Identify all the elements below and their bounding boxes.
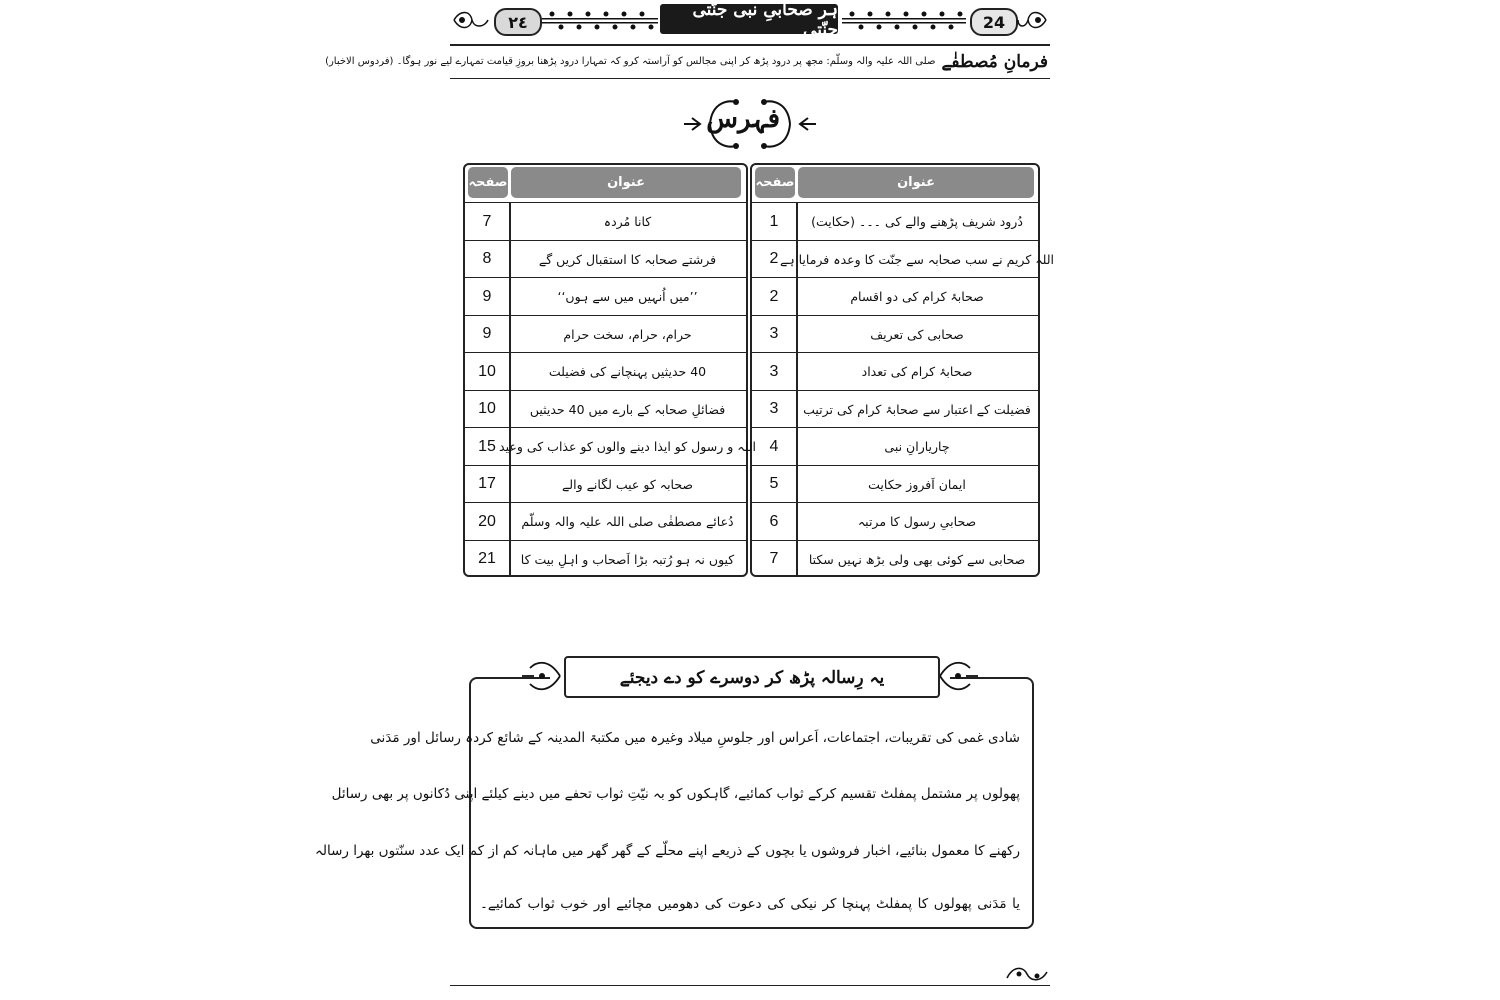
hadith-text: صلی اللہ عليہ والہ وسلّم: مجھ پر درود پڑھ کر اپنی مجالس کو آراستہ کرو کہ تمہارا درود پڑھنا بروزِ قیامت تمہارے لیے نور ہوگا۔ (فردوس الاخبار) <box>325 55 936 67</box>
table-row <box>465 502 746 540</box>
row-page: 8 <box>482 250 492 267</box>
row-page: 9 <box>482 325 492 342</box>
row-title: اللہ کریم نے سب صحابہ سے جنّت کا وعدہ فرمایا ہے <box>780 251 1054 267</box>
table-row <box>465 540 746 578</box>
row-page: 21 <box>478 550 496 567</box>
row-title: حرام، حرام، سخت حرام <box>563 326 692 342</box>
header-rule <box>450 44 1050 46</box>
header-ornament-right-end <box>1016 8 1050 32</box>
row-title: صحابی کی تعریف <box>870 326 964 342</box>
notice-title: یہ رِسالہ پڑھ کر دوسرے کو دے دیجئے <box>564 656 940 698</box>
row-page: 10 <box>478 362 496 380</box>
header-ornament-right <box>842 8 966 32</box>
page-header <box>450 0 1050 42</box>
table-row <box>465 465 746 503</box>
row-title: دُعائے مصطفٰی صلی اللہ علیہ والہ وسلّم <box>521 514 734 529</box>
column-header-page: صفحہ <box>755 167 795 198</box>
row-page: 1 <box>769 212 779 230</box>
hadith-lead: فرمانِ مُصطفٰے <box>941 51 1048 72</box>
table-row <box>752 502 1038 540</box>
table-row <box>752 277 1038 315</box>
index-title: فہرس <box>706 104 780 134</box>
page-number-badge: 24 <box>970 8 1018 36</box>
table-row <box>752 390 1038 428</box>
table-row <box>752 427 1038 465</box>
header-ornament-left <box>542 8 658 32</box>
row-title: صحابیِ رسول کا مرتبہ <box>857 514 977 529</box>
table-row <box>752 202 1038 240</box>
table-row <box>465 352 746 390</box>
index-table-right <box>750 163 1054 577</box>
row-title: فضیلت کے اعتبار سے صحابۂ کرام کی ترتیب <box>803 401 1031 417</box>
row-title: صحابی سے کوئی بھی ولی بڑھ نہیں سکتا <box>808 551 1026 567</box>
notice-line: یا مَدَنی پھولوں کا پمفلٹ پہنچا کر نیکی کی دعوت کی دھومیں مچائیے اور خوب ثواب کمائیے۔ <box>480 896 1020 912</box>
row-title: اللہ و رسول کو ایذا دینے والوں کو عذاب کی وعید <box>499 439 756 454</box>
row-page: 7 <box>769 550 779 567</box>
header-ornament-left-end <box>450 8 492 32</box>
notice-line: رکھنے کا معمول بنائیے، اخبار فروشوں یا بچوں کے ذریعے اپنے محلّے کے گھر گھر میں ماہانہ کم از کم ایک عدد سنّتوں بھرا رسالہ <box>314 843 1020 859</box>
table-row <box>465 277 746 315</box>
row-page: 15 <box>478 437 496 455</box>
notice-line: شادی غمی کی تقریبات، اجتماعات، اَعراس اور جلوسِ میلاد وغیرہ میں مکتبۃ المدینہ کے شائع کردہ رسائل اور مَدَنی <box>370 730 1020 746</box>
column-header-title: عنوان <box>511 167 741 198</box>
notice-line: پھولوں پر مشتمل پمفلٹ تقسیم کرکے ثواب کمائیے، گاہکوں کو بہ نیّتِ ثواب تحفے میں دینے کیلئے اپنی دُکانوں پر بھی رسائل <box>331 786 1020 802</box>
row-title: ایمان اَفروز حکایت <box>868 476 966 492</box>
hadith-banner <box>325 48 1048 74</box>
index-table-left <box>463 163 756 577</box>
hadith-rule <box>450 78 1050 79</box>
row-page: 2 <box>769 287 779 305</box>
row-page: 3 <box>769 400 779 417</box>
book-title: ہر صحابیِ نبی جنّتی جنّتی <box>660 4 838 34</box>
notice-heading <box>520 650 980 702</box>
row-title: ’’میں اُنہیں میں سے ہوں‘‘ <box>557 289 698 304</box>
column-header-title: عنوان <box>798 167 1034 198</box>
table-row <box>465 240 746 278</box>
row-page: 5 <box>769 475 779 492</box>
row-page: 3 <box>769 362 779 380</box>
row-title: صحابۂ کرام کی دو اقسام <box>850 289 984 304</box>
column-header-page: صفحہ <box>468 167 508 198</box>
index-heading <box>680 96 820 152</box>
row-page: 3 <box>769 325 779 342</box>
row-title: صحابہ کو عیب لگانے والے <box>561 476 694 492</box>
row-page: 2 <box>769 250 779 267</box>
footer-rule <box>450 985 1050 986</box>
table-row <box>752 465 1038 503</box>
table-row <box>752 240 1054 278</box>
row-title: چاریارانِ نبی <box>884 439 950 454</box>
table-row <box>752 315 1038 353</box>
row-title: کانا مُردہ <box>603 214 652 229</box>
row-title: فضائلِ صحابہ کے بارے میں 40 حدیثیں <box>529 401 726 417</box>
row-title: کیوں نہ ہو رُتبہ بڑا اَصحاب و اہلِ بیت کا <box>520 551 735 567</box>
row-title: دُرود شریف پڑھنے والے کی ۔۔۔ (حکایت) <box>811 214 1023 229</box>
row-page: 4 <box>769 437 779 455</box>
table-row <box>752 540 1038 578</box>
table-row <box>465 315 746 353</box>
row-title: 40 حدیثیں پہنچانے کی فضیلت <box>548 364 707 379</box>
row-title: صحابۂ کرام کی تعداد <box>861 364 973 379</box>
row-page: 10 <box>478 400 496 417</box>
page-number-urdu-badge: ٢٤ <box>494 8 542 36</box>
table-row <box>465 202 746 240</box>
row-page: 20 <box>478 512 496 530</box>
row-title: فرشتے صحابہ کا استقبال کریں گے <box>538 251 717 267</box>
table-row <box>752 352 1038 390</box>
footer-ornament <box>1005 964 1050 984</box>
row-page: 6 <box>769 512 779 530</box>
table-row <box>465 427 756 465</box>
row-page: 9 <box>482 287 492 305</box>
row-page: 7 <box>482 212 492 230</box>
row-page: 17 <box>478 475 496 492</box>
table-row <box>465 390 746 428</box>
